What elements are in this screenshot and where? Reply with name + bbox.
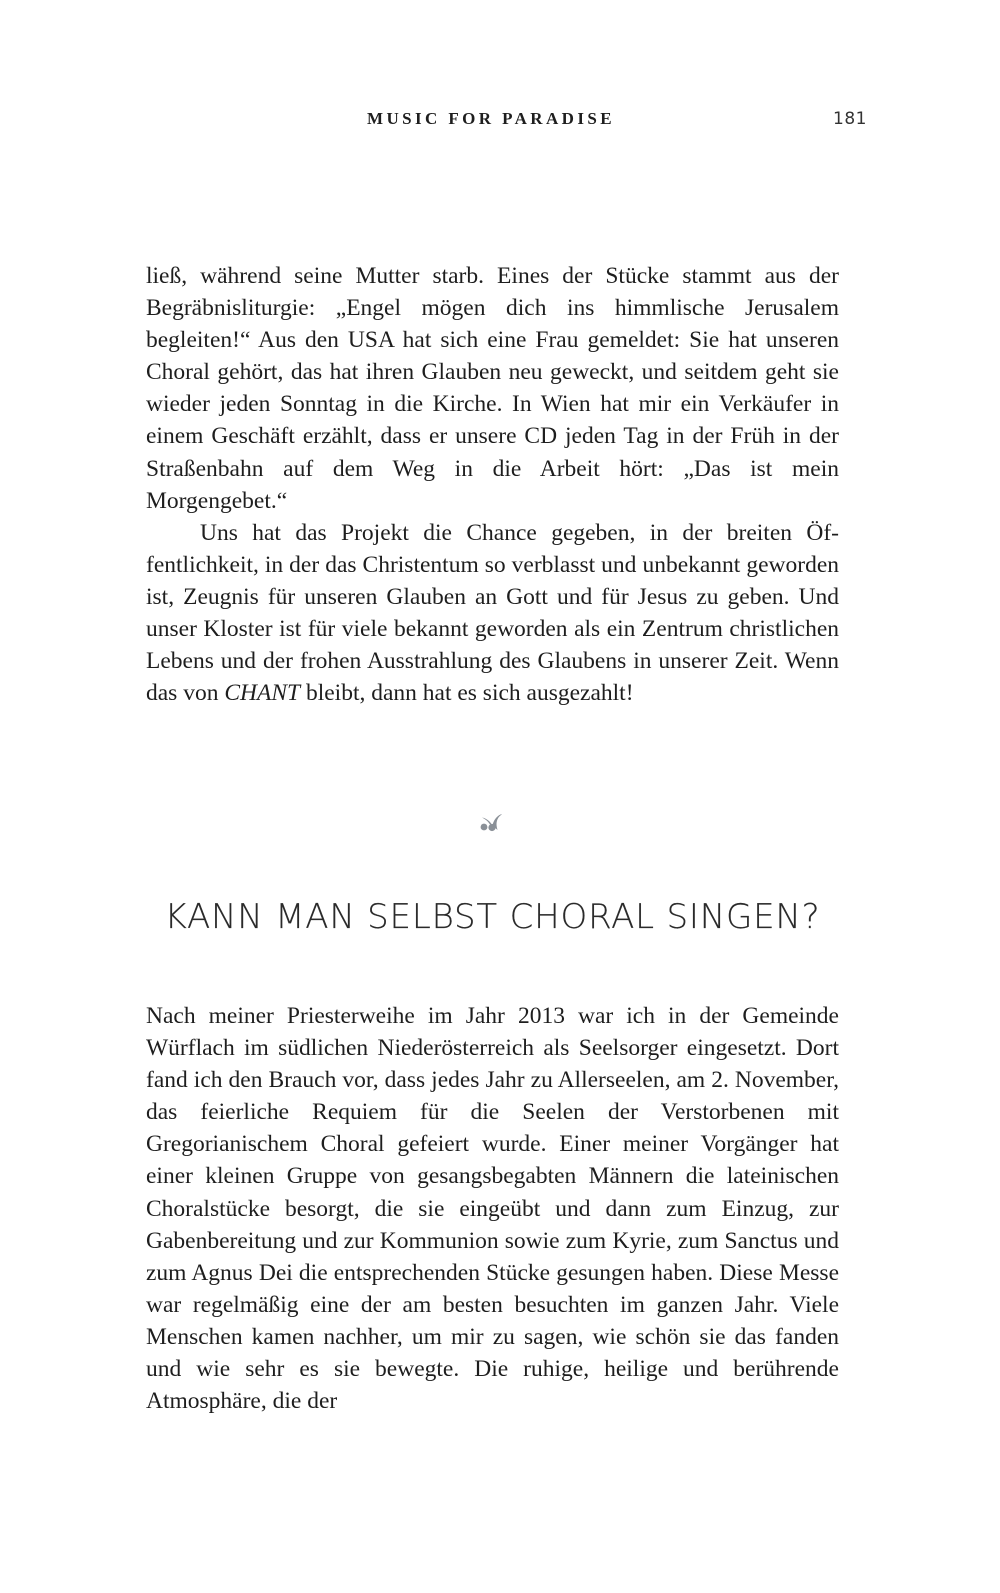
fleuron-ornament-icon	[478, 808, 504, 836]
paragraph	[146, 517, 839, 710]
section-heading: KANN MAN SELBST CHORAL SINGEN?	[164, 897, 821, 937]
fleuron-ornament-icon	[478, 808, 504, 836]
italic-title: CHANT	[224, 680, 301, 707]
body-text-upper	[146, 260, 839, 709]
body-text-lower	[146, 1000, 839, 1417]
paragraph-text: Uns hat das Projekt die Chance gegeben, in der breiten Öffentlichkeit, in der das Christentum so verblasst und unbekannt geworden ist, Zeugnis für unseren Glauben an Gott und für Jesus zu geben. Und unser Kloster ist für viele bekannt geworden als ein Zentrum christlichen Lebens und der frohen Ausstrahlung des Glaubens in unserer Zeit. Wenn das von	[146, 519, 839, 707]
paragraph-text: ließ, während seine Mutter starb. Eines der Stücke stammt aus der Begräbnisliturgie: „Engel mögen dich ins himmlische Jerusalem begleiten!“ Aus den USA hat sich eine Frau gemeldet: Sie hat unseren Choral gehört, das hat ihren Glauben neu geweckt, und seitdem geht sie wieder jeden Sonntag in die Kirche. In Wien hat mir ein Verkäufer in einem Geschäft erzählt, dass er unsere CD jeden Tag in der Früh in der Straßenbahn auf dem Weg in die Arbeit hört: „Das ist mein Morgengebet.“	[146, 263, 839, 514]
paragraph-text: Nach meiner Priesterweihe im Jahr 2013 war ich in der Gemeinde Würflach im südlichen Niederösterreich als Seelsorger eingesetzt. Dort fand ich den Brauch vor, dass jedes Jahr zu Allerseelen, am 2. November, das feierliche Requiem für die Seelen der Verstorbenen mit Gregorianischem Choral gefeiert wurde. Einer meiner Vorgänger hat einer kleinen Gruppe von gesangsbegabten Männern die lateinischen Choralstücke besorgt, die sie eingeübt und dann zum Einzug, zur Gabenbereitung und zur Kommunion sowie zum Kyrie, zum Sanctus und zum Agnus Dei die entsprechenden Stücke gesungen haben. Diese Messe war regelmäßig eine der am besten besuchten im ganzen Jahr. Viele Menschen kamen nachher, um mir zu sagen, wie schön sie das fanden und wie sehr es sie bewegte. Die ruhige, heilige und berührende Atmosphäre, die der	[146, 1003, 839, 1415]
paragraph	[146, 260, 839, 517]
running-head	[0, 106, 1000, 132]
page-number: 181	[833, 109, 867, 129]
paragraph-text: bleibt, dann hat es sich ausgezahlt!	[300, 680, 634, 707]
running-title: MUSIC FOR PARADISE	[367, 109, 615, 128]
paragraph	[146, 1000, 839, 1417]
